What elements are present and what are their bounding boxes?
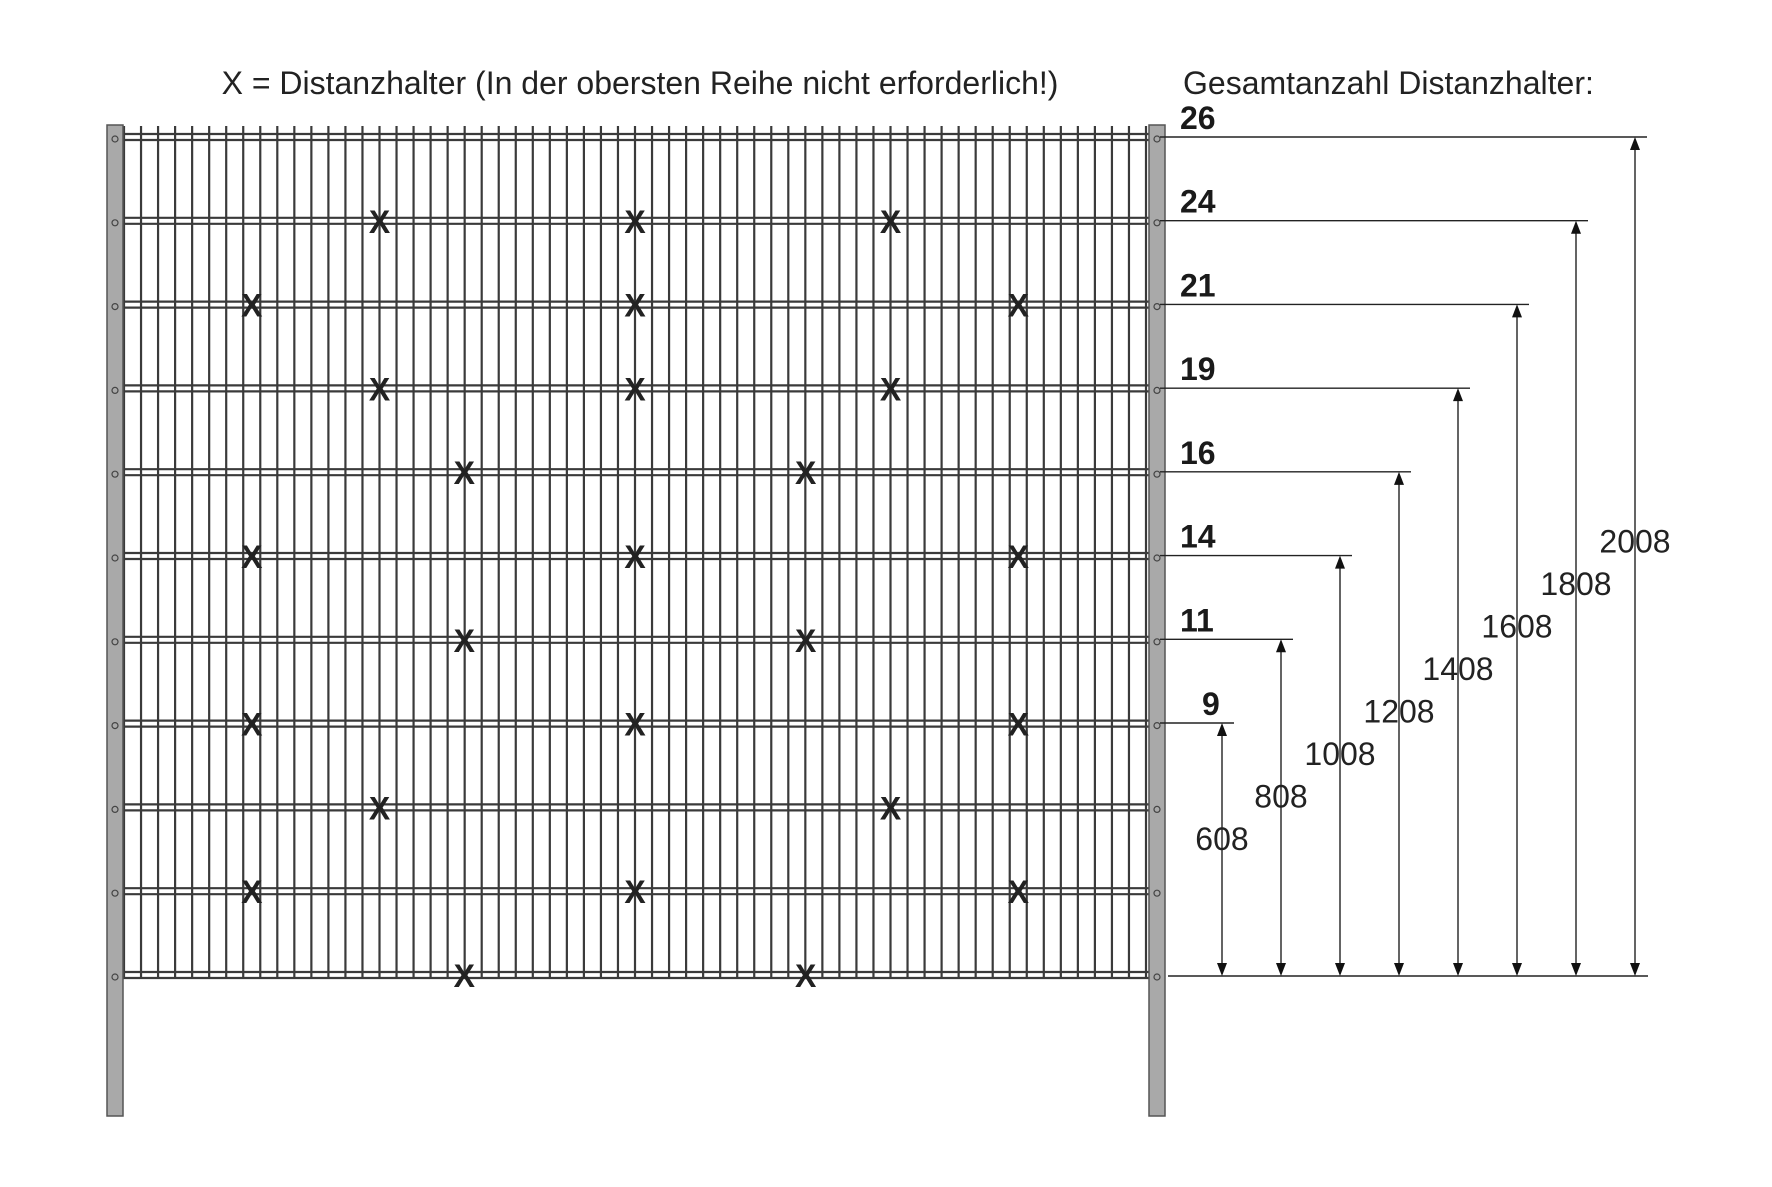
spacer-total-label: 11 bbox=[1180, 602, 1214, 639]
left-post bbox=[107, 125, 123, 1116]
spacer-marker: X bbox=[241, 874, 263, 911]
spacer-marker: X bbox=[1007, 874, 1029, 911]
spacer-total-label: 26 bbox=[1180, 100, 1216, 136]
spacer-marker: X bbox=[879, 203, 902, 240]
height-label: 808 bbox=[1254, 778, 1308, 815]
spacer-marker: X bbox=[368, 371, 391, 408]
spacer-marker: X bbox=[879, 790, 902, 827]
spacer-marker: X bbox=[624, 287, 646, 324]
spacer-marker: X bbox=[241, 706, 263, 743]
height-label: 1008 bbox=[1304, 736, 1376, 772]
spacer-marker: X bbox=[1007, 287, 1029, 324]
spacer-marker: X bbox=[368, 203, 391, 240]
spacer-marker: X bbox=[624, 874, 646, 911]
spacer-marker: X bbox=[795, 455, 817, 492]
legend-text: X = Distanzhalter (In der obersten Reihe nicht erforderlich!) bbox=[221, 65, 1059, 101]
height-label: 1808 bbox=[1540, 566, 1612, 602]
spacer-total-label: 16 bbox=[1180, 434, 1216, 471]
spacer-total-label: 14 bbox=[1180, 518, 1216, 555]
height-label: 608 bbox=[1195, 821, 1249, 857]
spacer-marker: X bbox=[453, 958, 475, 994]
spacer-marker: X bbox=[241, 287, 263, 324]
height-label: 1208 bbox=[1363, 693, 1435, 730]
right-post bbox=[1149, 125, 1165, 1116]
spacer-marker: X bbox=[624, 539, 646, 575]
spacer-total-label: 21 bbox=[1180, 267, 1216, 304]
spacer-marker: X bbox=[879, 371, 902, 408]
spacer-marker: X bbox=[241, 539, 263, 575]
total-count-title: Gesamtanzahl Distanzhalter: bbox=[1183, 65, 1594, 101]
spacer-marker: X bbox=[624, 203, 646, 240]
spacer-marker: X bbox=[453, 455, 475, 492]
height-label: 1608 bbox=[1481, 608, 1553, 645]
spacer-total-label: 19 bbox=[1180, 351, 1216, 388]
spacer-marker: X bbox=[624, 706, 646, 743]
spacer-marker: X bbox=[795, 622, 817, 659]
spacer-total-label: 24 bbox=[1180, 183, 1216, 220]
spacer-total-label: 9 bbox=[1202, 686, 1220, 722]
height-label: 2008 bbox=[1599, 523, 1671, 560]
spacer-marker: X bbox=[1007, 706, 1029, 743]
spacer-marker: X bbox=[624, 371, 646, 408]
spacer-marker: X bbox=[1007, 539, 1029, 575]
spacer-marker: X bbox=[453, 622, 475, 659]
spacer-marker: X bbox=[795, 958, 817, 994]
spacer-marker: X bbox=[368, 790, 391, 827]
height-label: 1408 bbox=[1422, 651, 1494, 687]
